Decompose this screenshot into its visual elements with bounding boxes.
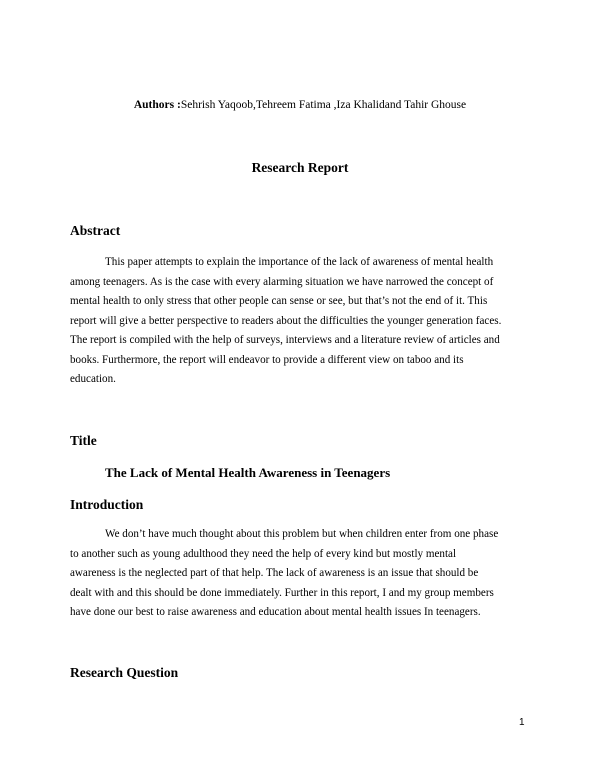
- abstract-line: report will give a better perspective to readers about the difficulties the younger generation faces.: [70, 314, 502, 327]
- abstract-line: The report is compiled with the help of surveys, interviews and a literature review of articles and: [70, 334, 500, 346]
- abstract-paragraph: [70, 253, 530, 390]
- introduction-heading: Introduction: [70, 497, 144, 512]
- introduction-line: dealt with and this should be done immediately. Further in this report, I and my group members: [70, 586, 494, 599]
- report-subtitle: The Lack of Mental Health Awareness in Teenagers: [105, 465, 391, 480]
- document-title: Research Report: [251, 160, 349, 175]
- introduction-paragraph: [70, 525, 530, 623]
- introduction-line: awareness is the neglected part of that help. The lack of awareness is an issue that should be: [70, 567, 479, 579]
- introduction-line: have done our best to raise awareness and education about mental health issues In teenagers.: [70, 606, 481, 618]
- authors-names: Sehrish Yaqoob,Tehreem Fatima ,Iza Khalidand Tahir Ghouse: [180, 99, 467, 111]
- introduction-line: We don’t have much thought about this problem but when children enter from one phase: [105, 528, 499, 540]
- research-question-heading: Research Question: [70, 665, 179, 680]
- abstract-line: among teenagers. As is the case with every alarming situation we have narrowed the concept of: [70, 275, 494, 288]
- abstract-heading: Abstract: [70, 223, 121, 238]
- authors-label: Authors :: [133, 99, 181, 111]
- abstract-line: education.: [70, 373, 116, 385]
- abstract-line: books. Furthermore, the report will endeavor to provide a different view on taboo and its: [70, 353, 464, 366]
- title-heading: Title: [70, 433, 97, 448]
- abstract-line: mental health to only stress that other people can sense or see, but that’s not the end of it. This: [70, 295, 488, 307]
- abstract-line: This paper attempts to explain the importance of the lack of awareness of mental health: [105, 256, 494, 268]
- introduction-line: to another such as young adulthood they need the help of every kind but mostly mental: [70, 547, 457, 560]
- page-number: 1: [519, 717, 525, 728]
- authors-line: [0, 98, 600, 112]
